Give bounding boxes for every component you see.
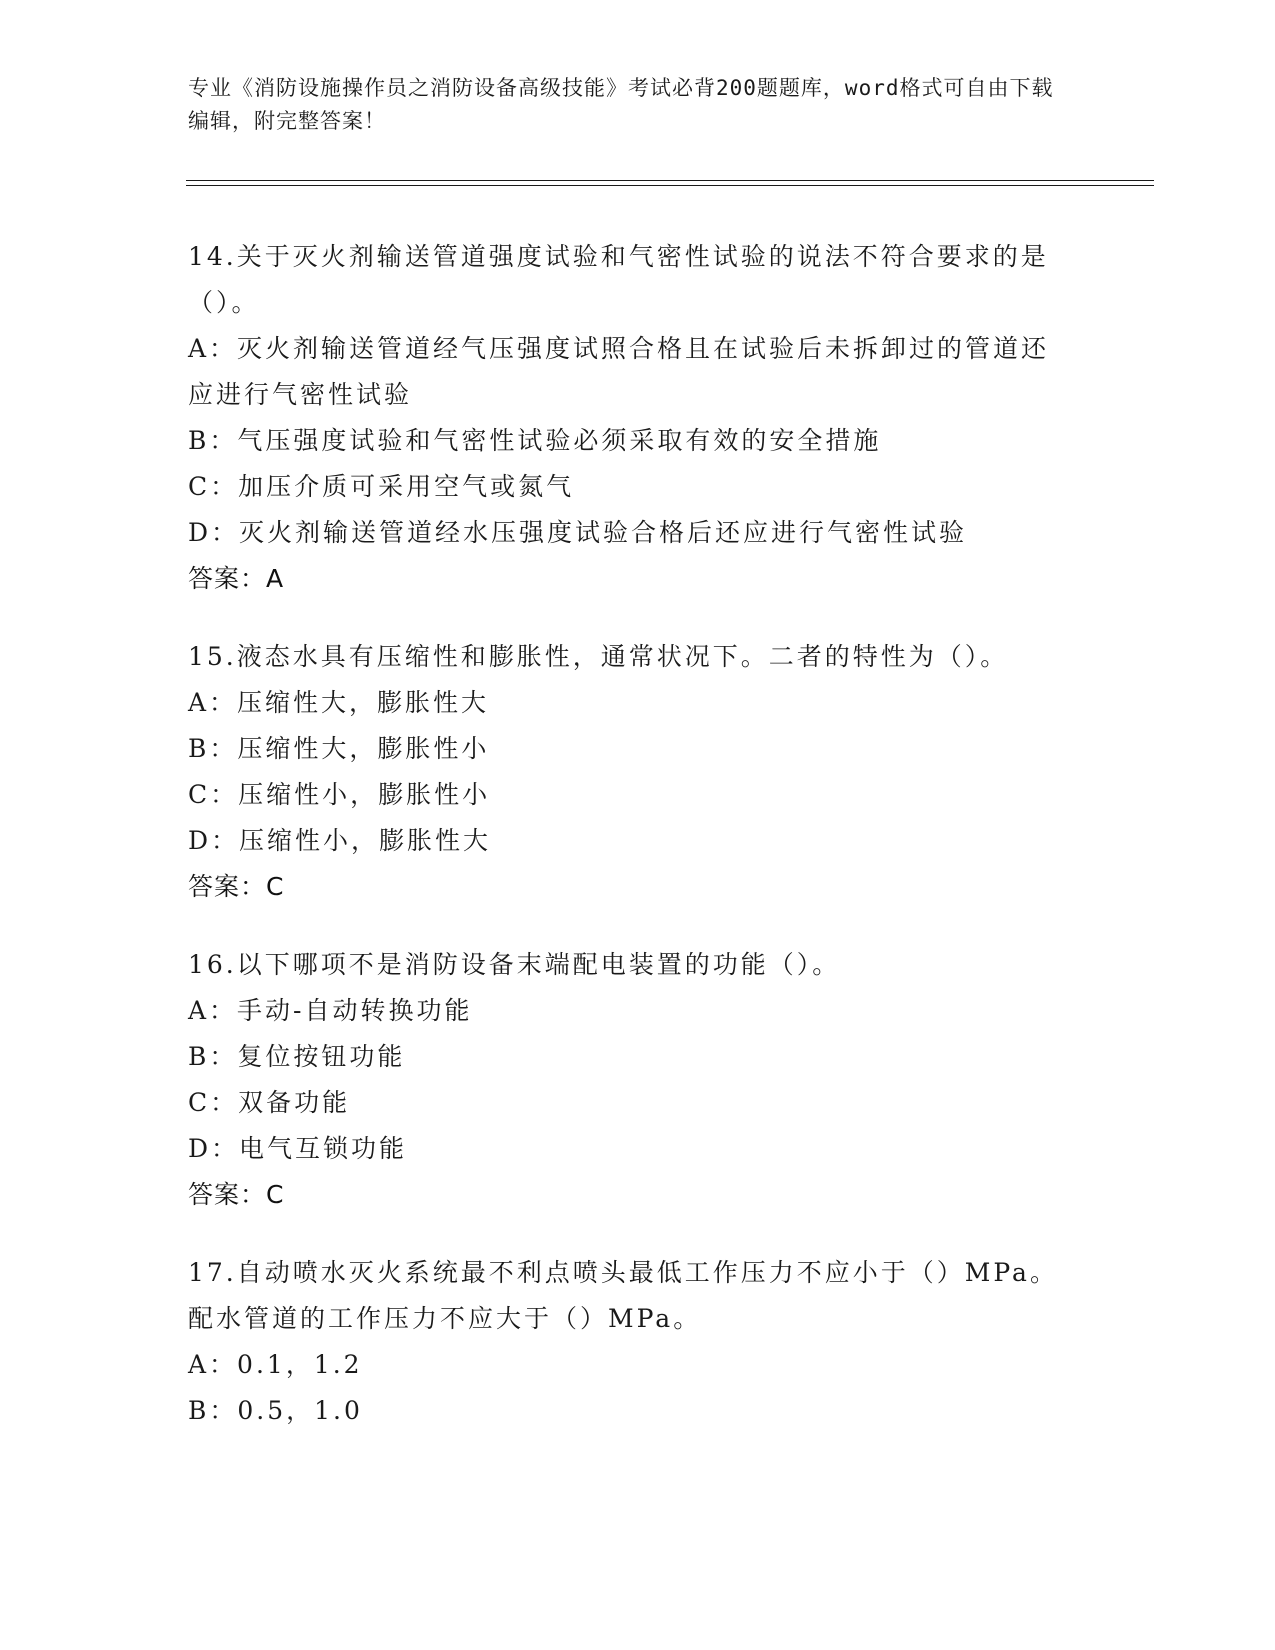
question-16 [188,942,1088,1218]
document-header: 专业《消防设施操作员之消防设备高级技能》考试必背200题题库，word格式可自由下载编辑，附完整答案！ [188,76,1054,133]
option-d: D：压缩性小，膨胀性大 [188,826,492,855]
answer-line: 答案：C [188,1180,285,1209]
question-stem-continued: （）。 [188,288,260,317]
option-a: A：压缩性大，膨胀性大 [188,688,490,717]
answer-line: 答案：A [188,564,285,593]
option-c: C：双备功能 [188,1088,351,1117]
option-b: B：复位按钮功能 [188,1042,406,1071]
question-17 [188,1250,1088,1434]
question-15 [188,634,1088,910]
question-stem: 14.关于灭火剂输送管道强度试验和气密性试验的说法不符合要求的是 [188,242,1049,271]
option-a: A：手动-自动转换功能 [188,996,473,1025]
question-stem: 16.以下哪项不是消防设备末端配电装置的功能（）。 [188,950,841,979]
option-d: D：电气互锁功能 [188,1134,408,1163]
option-a: A：0.1，1.2 [188,1350,363,1379]
option-c: C：加压介质可采用空气或氮气 [188,472,575,501]
question-stem: 15.液态水具有压缩性和膨胀性，通常状况下。二者的特性为（）。 [188,642,1009,671]
option-a-continued: 应进行气密性试验 [188,380,413,409]
question-14 [188,234,1088,602]
question-list [188,234,1088,1466]
option-b: B：0.5，1.0 [188,1396,363,1425]
option-b: B：压缩性大，膨胀性小 [188,734,490,763]
option-a: A：灭火剂输送管道经气压强度试照合格且在试验后未拆卸过的管道还 [188,334,1050,363]
header-divider-bottom [186,185,1154,186]
question-stem-continued: 配水管道的工作压力不应大于（）MPa。 [188,1304,702,1333]
header-divider-top [186,180,1154,181]
option-c: C：压缩性小，膨胀性小 [188,780,491,809]
answer-line: 答案：C [188,872,285,901]
question-stem: 17.自动喷水灭火系统最不利点喷头最低工作压力不应小于（）MPa。 [188,1258,1058,1287]
option-d: D：灭火剂输送管道经水压强度试验合格后还应进行气密性试验 [188,518,968,547]
option-b: B：气压强度试验和气密性试验必须采取有效的安全措施 [188,426,882,455]
